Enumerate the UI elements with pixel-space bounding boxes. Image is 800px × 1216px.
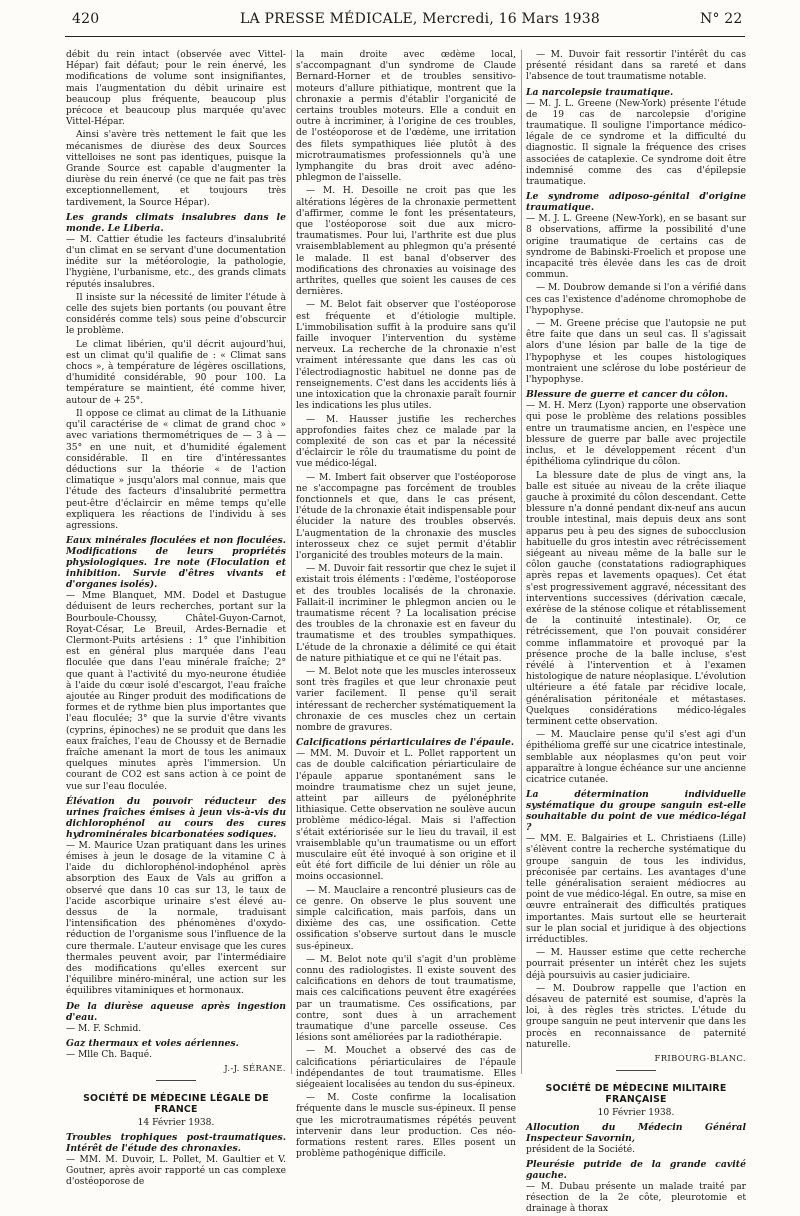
column-right (521, 50, 746, 1215)
paragraph: — M. F. Schmid. (66, 1023, 142, 1034)
paragraph: — M. H. Merz (Lyon) rapporte une observation qui pose le problème des relations possibles entre un traumatisme ancien, en l'espèce une blessure de guerre par balle avec projectile inclus, et le développement récent d'un épithélioma cylindrique du côlon. (526, 401, 746, 468)
society-heading: SOCIÉTÉ DE MÉDECINE LÉGALE DE FRANCE (83, 1093, 269, 1116)
paragraph: — Mme Blanquet, MM. Dodel et Dastugue déduisent de leurs recherches, portant sur la Bourboule-Choussy, Châtel-Guyon-Carnot, Royat-César, Le Breuil, Ardes-Bernadie et Clermont-Puits artésiens : 1° que l'inhibition est en général plus marquée dans l'eau floculée que dans l'eau minérale fraîche; 2° que quant à l'activité du myo-neurone étudiée à l'aide du cœur isolé d'escargot, l'eau fraîche ajoutée au Ringer produit des modifications de formes et de rythme bien plus importantes que l'eau floculée; 3° que la survie d'être vivants (cyprins, épinoches) ne se produit que dans les eaux fraîches, l'eau de Choussy et de Bernadie fraîche amenant la mort de tous les animaux quelques minutes après l'immersion. Un courant de CO2 est sans action à ce point de vue sur l'eau floculée. (66, 591, 286, 792)
paragraph: — M. Coste confirme la localisation fréquente dans le muscle sus-épineux. Il pense que les microtraumatismes répétés peuvent intervenir dans leur production. Ces néo-formations restent rares. Elles posent un problème pathogénique difficile. (296, 1093, 516, 1160)
paragraph: — M. Mouchet a observé des cas de calcifications périarticulaires de l'épaule indépendantes de tout traumatisme. Elles siégeaient localisées au tendon du sus-épineux. (296, 1046, 516, 1091)
session-date: 10 Février 1938. (597, 1107, 675, 1118)
paragraph: — M. Doubrow rappelle que l'action en désaveu de paternité est soumise, d'après la loi, à des règles très strictes. L'étude du groupe sanguin ne peut intervenir que dans les procès en reconnaissance de paternité naturelle. (526, 983, 746, 1050)
paragraph: Il oppose ce climat au climat de la Lithuanie qu'il caractérise de « climat de grand choc » avec variations thermométriques de — 3 à — 35° en une nuit, et d'humidité également considérable. Il en tire d'intéressantes déductions sur la théorie « de l'action climatique » jusqu'alors mal connue, mais que l'étude des facteurs d'insalubrité permettra peut-être d'éclaircir en même temps qu'elle expliquera les réactions de l'individu à ses agressions. (66, 408, 286, 531)
paragraph: président de la Société. (526, 1144, 636, 1155)
column-left (66, 50, 286, 1188)
section-heading: Calcifications périarticulaires de l'épaule. (296, 737, 515, 749)
paragraph: — M. Duvoir fait ressortir l'intérêt du cas présenté résidant dans sa rareté et dans l'absence de tout traumatisme notable. (526, 50, 746, 83)
section-heading: Le syndrome adiposo-génital d'origine traumatique. (526, 191, 746, 214)
paragraph: — M. Belot note que les muscles interosseux sont très fragiles et que leur chronaxie peut varier facilement. Il pense qu'il serait intéressant de rechercher systématiquement la chronaxie de ces muscles chez un certain nombre de gravures. (296, 666, 516, 733)
session-date: 14 Février 1938. (137, 1117, 215, 1128)
paragraph: — M. Imbert fait observer que l'ostéoporose ne s'accompagne pas forcément de troubles fonctionnels et que, dans le cas présent, l'étude de la chronaxie était indispensable pour élucider la nature des troubles observés. L'augmentation de la chronaxie des muscles interosseux chez ce sujet permit d'établir l'organicité des troubles moteurs de la main. (296, 472, 516, 561)
paragraph: — MM. M. Duvoir et L. Pollet rapportent un cas de double calcification périarticulaire de l'épaule apparue spontanément sans le moindre traumatisme chez un sujet jeune, atteint par ailleurs de pyélonéphrite lithiasique. Cette observation ne soulève aucun problème médico-légal. Mais si l'affection s'était extériorisée sur le lieu du travail, il est vraisemblable qu'un traumatisme ou un effort musculaire eût été invoqué à son origine et il eût été fort difficile de lui dénier un rôle au moins occasionnel. (296, 749, 516, 883)
signature: J.-J. SÉRANE. (224, 1063, 286, 1074)
section-heading: Élévation du pouvoir réducteur des urines fraîches émises à jeun vis-à-vis du dichlorophénol au cours des cures hydrominérales bicarbonatées sodiques. (66, 795, 286, 840)
article-columns (66, 50, 746, 1215)
section-heading: Troubles trophiques post-traumatiques. Intérêt de l'étude des chronaxies. (66, 1131, 286, 1154)
paragraph: — M. Cattier étudie les facteurs d'insalubrité d'un climat en se servant d'une documentation inédite sur la météorologie, la pathologie, l'hygiène, l'urbanisme, etc., des grands climats réputés insalubres. (66, 234, 286, 290)
paragraph: — M. Dubau présente un malade traité par résection de la 2e côte, pleurotomie et drainage à thorax (526, 1182, 746, 1215)
paragraph: Il insiste sur la nécessité de limiter l'étude à celle des sujets bien portants (ou pouvant être considérés comme tels) sous peine d'obscurcir le problème. (66, 292, 286, 337)
paragraph: la main droite avec œdème local, s'accompagnant d'un syndrome de Claude Bernard-Horner et de troubles sensitivo-moteurs d'allure pithiatique, montrent que la chronaxie a permis d'établir l'organicité de certains troubles moteurs. Elle a conduit en outre à incriminer, à l'origine de ces troubles, de l'ostéoporose et de l'œdème, une irritation des filets sympathiques liée plutôt à des microtraumatismes professionnels qu'à une lymphangite du bras droit avec adéno-phlegmon de l'aisselle. (296, 50, 516, 184)
paragraph: — M. Belot note qu'il s'agit d'un problème connu des radiologistes. Il existe souvent des calcifications en dehors de tout traumatisme, mais ces calcifications peuvent être exagérées par un traumatisme. Ces ossifications, par contre, sont dues à un arrachement traumatique d'une parcelle osseuse. Ces lésions sont améliorées par la radiothérapie. (296, 954, 516, 1044)
paragraph: — M. Mauclaire a rencontré plusieurs cas de ce genre. On observe le plus souvent une simple calcification, mais parfois, dans un dixième des cas, une ossification. Cette ossification s'observe surtout dans le muscle sus-épineux. (296, 885, 516, 952)
paragraph: débit du rein intact (observée avec Vittel-Hépar) fait défaut; pour le rein énervé, les modifications de volume sont insignifiantes, mais l'augmentation du débit urinaire est beaucoup plus fréquente, beaucoup plus précoce et beaucoup plus marquée qu'avec Vittel-Hépar. (66, 50, 286, 128)
paragraph: — M. Doubrow demande si l'on a vérifié dans ces cas l'existence d'adénome chromophobe de l'hypophyse. (526, 283, 746, 316)
signature: FRIBOURG-BLANC. (654, 1053, 746, 1064)
section-heading: Pleurésie putride de la grande cavité gauche. (526, 1159, 746, 1182)
section-heading: Les grands climats insalubres dans le monde. Le Liberia. (66, 211, 286, 234)
page-number: 420 (72, 11, 100, 27)
paragraph: — M. H. Desoille ne croit pas que les altérations légères de la chronaxie permettent d'affirmer, comme le font les présentateurs, que l'ostéoporose soit due aux micro-traumatismes. Pour lui, l'arthrite est due plus vraisemblablement au phlegmon qu'a présenté le malade. Il est banal d'observer des modifications des chronaxies au voisinage des arthrites, quelles que soient les causes de ces dernières. (296, 186, 516, 298)
paragraph: — M. Maurice Uzan pratiquant dans les urines émises à jeun le dosage de la vitamine C à l'aide du dichlorophénol-indophénol après absorption des Eaux de Vals au griffon a observé que dans 10 cas sur 13, le taux de l'acide ascorbique urinaire s'est élevé au-dessus de la normale, traduisant l'intensification des phénomènes d'oxydo-réduction de l'organisme sous l'influence de la cure thermale. L'auteur envisage que les cures thermales peuvent avoir, par l'intermédiaire des modifications qu'elles exercent sur l'équilibre minéro-minéral, une action sur les équilibres vitaminiques et hormonaux. (66, 840, 286, 997)
paragraph: Ainsi s'avère très nettement le fait que les mécanismes de diurèse des deux Sources vittelloises ne sont pas identiques, puisque la Grande Source est capable d'augmenter la diurèse du rein énervé (ce que ne fait pas très exceptionnellement, et toujours très tardivement, la Source Hépar). (66, 130, 286, 208)
section-heading: De la diurèse aqueuse après ingestion d'eau. (66, 1000, 286, 1023)
paragraph: — M. Hausser estime que cette recherche pourrait présenter un intérêt chez les sujets déjà poursuivis au casier judiciaire. (526, 948, 746, 981)
section-divider (156, 1080, 196, 1081)
section-heading: Gaz thermaux et voies aériennes. (66, 1037, 239, 1049)
paragraph: — MM. E. Balgairies et L. Christiaens (Lille) s'élèvent contre la recherche systématique du groupe sanguin de tous les individus, préconisée par certains. Les avantages d'une telle généralisation seraient médiocres au point de vue médico-légal. En outre, sa mise en œuvre entraînerait des difficultés pratiques importantes. Mais surtout elle se heurterait sur le plan social et juridique à des objections irréductibles. (526, 834, 746, 946)
section-heading: La narcolepsie traumatique. (526, 86, 674, 98)
paragraph: — M. Greene précise que l'autopsie ne put être faite que dans un seul cas. Il s'agissait alors d'une lésion par balle de la tige de l'hypophyse et les coupes histologiques montraient une sclérose du lobe postérieur de l'hypophyse. (526, 319, 746, 386)
section-heading: Blessure de guerre et cancer du côlon. (526, 389, 729, 401)
section-heading: Eaux minérales floculées et non floculées. Modifications de leurs propriétés physiologiques. 1re note (Floculation et inhibition. Survie d'êtres vivants et d'organes isolés). (66, 535, 286, 591)
section-heading: La détermination individuelle systématique du groupe sanguin est-elle souhaitable du point de vue médico-légal ? (526, 789, 746, 834)
paragraph: Le climat libérien, qu'il décrit aujourd'hui, est un climat qu'il qualifie de : « Climat sans chocs », à température de légères oscillations, d'humidité considérable, 90 pour 100. La température se maintient, été comme hiver, autour de + 25°. (66, 339, 286, 406)
paragraph: — MM. M. Duvoir, L. Pollet, M. Gaultier et V. Goutner, après avoir rapporté un cas complexe d'ostéoporose de (66, 1154, 286, 1188)
paragraph: — M. J. L. Greene (New-York) présente l'étude de 19 cas de narcolepsie d'origine traumatique. Il souligne l'importance médico-légale de ce syndrome et la difficulté du diagnostic. Il signale la fréquence des crises associées de cataplexie. Ce syndrome doit être indemnisé comme des cas d'épilepsie traumatique. (526, 98, 746, 188)
header-rule (65, 36, 745, 37)
paragraph: La blessure date de plus de vingt ans, la balle est située au niveau de la crête iliaque gauche à proximité du côlon descendant. Cette blessure n'a donné pendant dix-neuf ans aucun trouble intestinal, mais depuis deux ans sont apparus peu à peu des signes de subocclusion habituelle du gros intestin avec rétrécissement siégeant au niveau même de la balle sur le côlon gauche (constatations radiographiques après repas et lavements opaques). Cet état s'est progressivement aggravé, nécessitant des interventions successives (dérivation cæcale, exérèse de la sténose colique et rétablissement de la continuité intestinale). Or, ce rétrécissement, que l'on pouvait considérer comme inflammatoire et provoqué par la présence proche de la balle incluse, s'est révélé à l'intervention et à l'examen histologique de nature néoplasique. L'évolution ultérieure a été fatale par récidive locale, généralisation péritonéale et métastases. Quelques considérations médico-légales terminent cette observation. (526, 470, 746, 727)
journal-title: LA PRESSE MÉDICALE, Mercredi, 16 Mars 1938 (240, 11, 600, 27)
paragraph: — M. Duvoir fait ressortir que chez le sujet il existait trois éléments : l'œdème, l'ostéoporose et des troubles localisés de la chronaxie. Fallait-il incriminer le phlegmon ancien ou le traumatisme récent ? La localisation précise des troubles de la chronaxie est en faveur du traumatisme et des troubles sympathiques. L'étude de la chronaxie a délimité ce qui était de nature pithiatique et ce qui ne l'était pas. (296, 564, 516, 664)
issue-number: N° 22 (700, 11, 743, 27)
paragraph: — M. Hausser justifie les recherches approfondies faites chez ce malade par la complexité de son cas et par la nécessité d'éclaircir le rôle du traumatisme du point de vue médico-légal. (296, 414, 516, 470)
paragraph: — M. Mauclaire pense qu'il s'est agi d'un épithélioma greffé sur une cicatrice intestinale, semblable aux néoplasmes qu'on peut voir apparaître à longue échéance sur une ancienne cicatrice cutanée. (526, 730, 746, 785)
paragraph: — Mlle Ch. Baqué. (66, 1049, 153, 1060)
paragraph: — M. J. L. Greene (New-York), en se basant sur 8 observations, affirme la possibilité d'une origine traumatique de certains cas de syndrome de Babinski-Froelich et propose une incapacité très élevée dans les cas de droit commun. (526, 214, 746, 281)
column-middle (291, 50, 516, 1160)
section-heading: Allocution du Médecin Général Inspecteur Savornin, (526, 1121, 746, 1144)
paragraph: — M. Belot fait observer que l'ostéoporose est fréquente et d'étiologie multiple. L'immobilisation suffit à la produire sans qu'il faille invoquer l'intervention du système nerveux. La recherche de la chronaxie n'est vraiment intéressante que dans les cas où l'électrodiagnostic habituel ne donne pas de renseignements. C'est dans les accidents liés à une intoxication que la chronaxie paraît fournir les indications les plus utiles. (296, 300, 516, 412)
society-heading: SOCIÉTÉ DE MÉDECINE MILITAIRE FRANÇAISE (545, 1083, 727, 1106)
page-header (0, 0, 800, 38)
section-divider (616, 1070, 656, 1071)
